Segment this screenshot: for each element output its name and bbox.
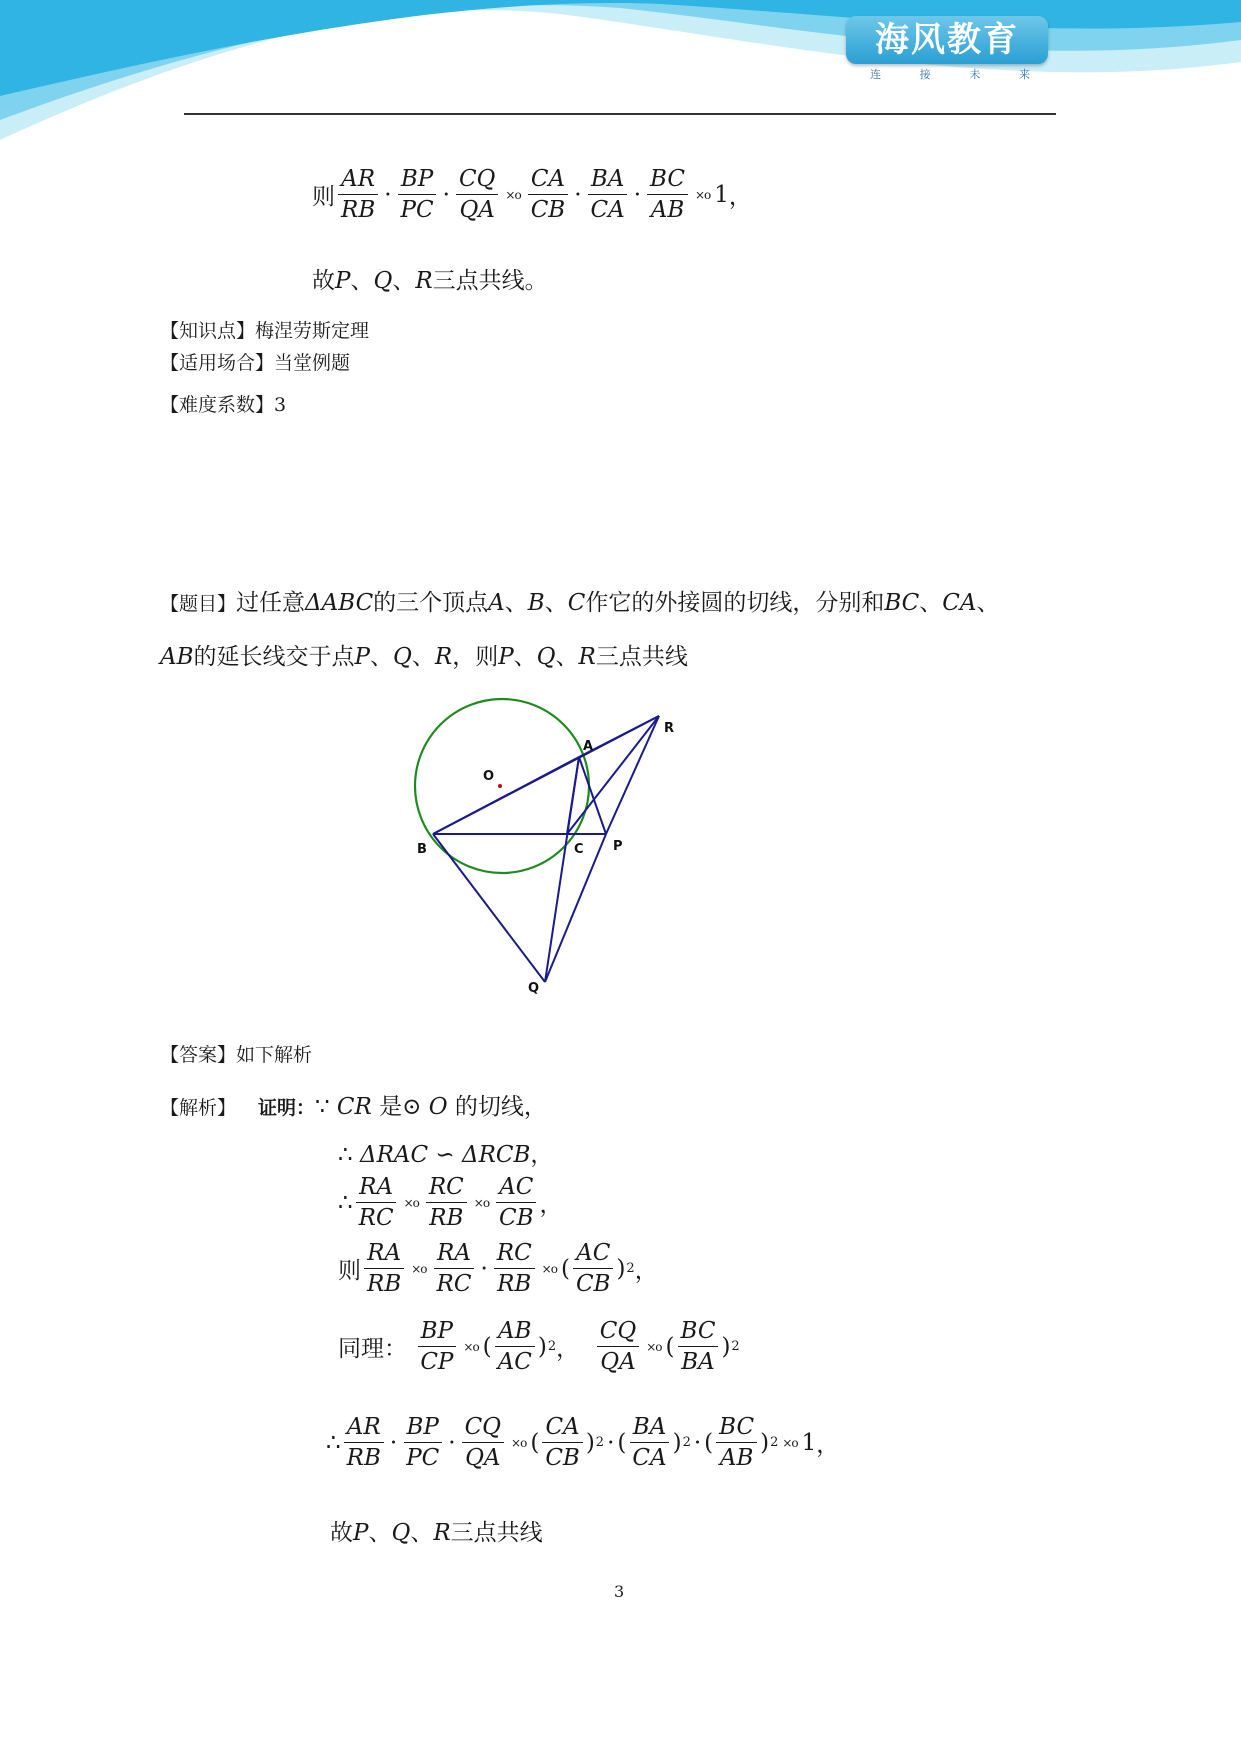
problem-line-1: 【题目】过任意ΔABC的三个顶点A、B、C作它的外接圆的切线，分别和BC、CA、 (160, 590, 1000, 616)
geometry-figure (400, 690, 700, 1000)
usage-context: 【适用场合】当堂例题 (160, 352, 351, 374)
difficulty-level: 【难度系数】3 (160, 394, 287, 416)
similar-triangles: ∴ ΔRAC ∽ ΔRCB， (338, 1142, 554, 1168)
knowledge-point: 【知识点】梅涅劳斯定理 (160, 320, 370, 342)
analysis-line-1: 【解析】 证明：∵ CR 是⊙ O 的切线， (160, 1094, 547, 1120)
label-O: O (483, 769, 495, 784)
label-Q: Q (528, 981, 540, 996)
problem-line-2: AB的延长线交于点P、Q、R，则P、Q、R三点共线 (160, 644, 688, 670)
brand-logo: 海风教育 (846, 16, 1048, 64)
prev-conclusion: 故P、Q、R三点共线。 (312, 268, 548, 294)
label-C: C (574, 842, 584, 857)
ratio-equation: ∴ $\frac{RA}{RC}$ ×o $\frac{RC}{RB}$ ×o $\frac{AC}{CB}$ ， (338, 1174, 563, 1231)
final-conclusion: 故P、Q、R三点共线 (330, 1520, 543, 1546)
squared-ratio: 则 $\frac{RA}{RB}$ ×o $\frac{RA}{RC}$ · $\frac{RC}{RB}$ ×o ( $\frac{AC}{CB}$ ) 2 ， (338, 1240, 658, 1297)
similar-ratios: 同理： $\frac{BP}{CP}$ ×o ( $\frac{AB}{AC}$ ) 2 ， $\frac{CQ}{QA}$ ×o ( $\frac{BC}{BA}$ ) 2 (338, 1318, 740, 1375)
label-P: P (613, 839, 623, 854)
label-A: A (583, 739, 594, 754)
answer-line: 【答案】如下解析 (160, 1044, 313, 1066)
figure-lines (433, 716, 659, 982)
prev-formula: 则 $\frac{AR}{RB}$ · $\frac{BP}{PC}$ · $\frac{CQ}{QA}$ ×o $\frac{CA}{CB}$ · $\frac{BA}{CA}$ · $\frac{BC}{AB}$ ×o 1 ， (312, 166, 752, 223)
brand-tagline: 连 接 未 来 (870, 68, 1030, 81)
label-R: R (664, 721, 675, 736)
center-point (498, 784, 502, 788)
page-number: 3 (614, 1582, 625, 1601)
final-product: ∴ $\frac{AR}{RB}$ · $\frac{BP}{PC}$ · $\frac{CQ}{QA}$ ×o ( $\frac{CA}{CB}$ ) 2 · ( $\frac{BA}{CA}$ ) 2 · ( $\frac{BC}{AB}$ ) 2 ×o 1 ， (326, 1414, 840, 1471)
header-rule (184, 113, 1056, 115)
header-wave (0, 0, 1241, 150)
label-B: B (417, 842, 427, 857)
